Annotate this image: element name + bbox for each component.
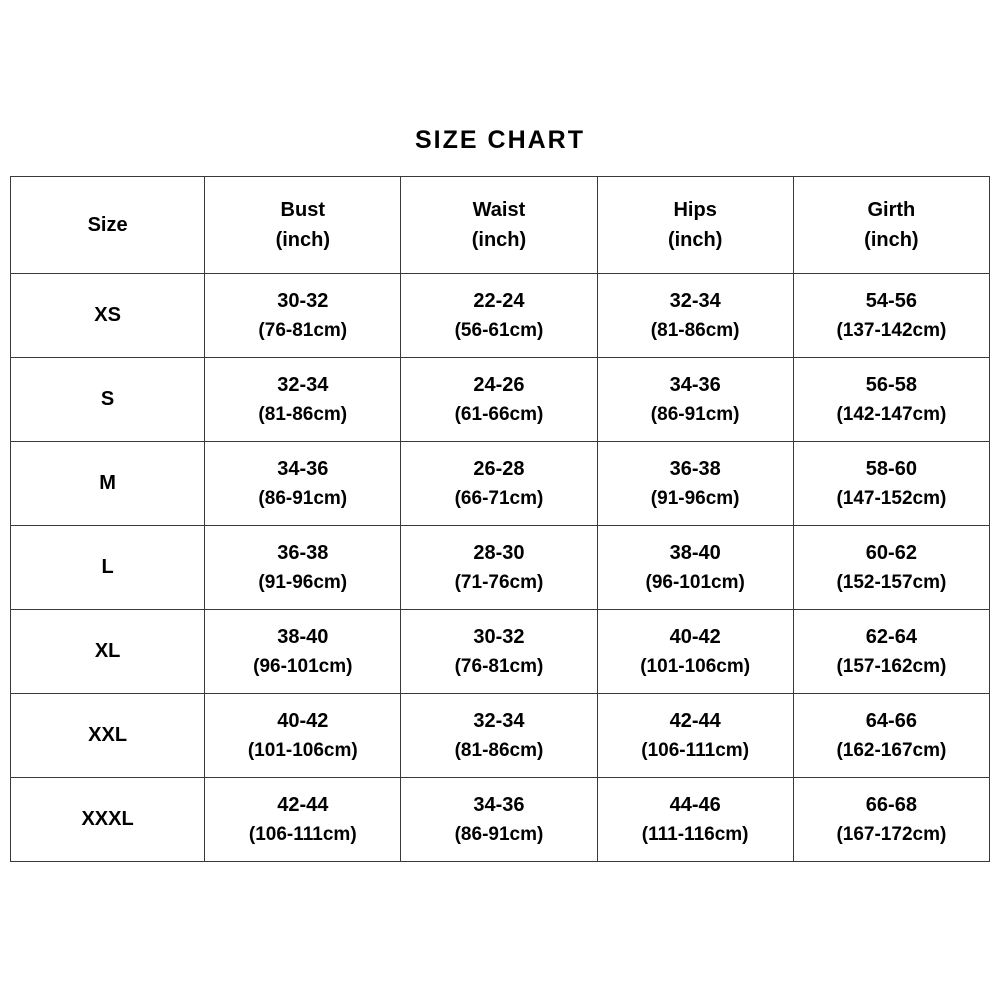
cell-hips <box>597 358 793 442</box>
cell-bust <box>205 442 401 526</box>
hips-inch-value: 32-34 <box>669 289 721 312</box>
cell-size <box>11 694 205 778</box>
bust-cm-value: (76-81cm) <box>258 319 348 341</box>
table-row <box>11 778 990 862</box>
hips-cm-value: (111-116cm) <box>641 823 749 845</box>
waist-cm-value: (81-86cm) <box>454 739 544 761</box>
bust-inch-value: 32-34 <box>277 373 329 396</box>
column-header-waist-label: Waist <box>472 199 526 221</box>
girth-inch-value: 66-68 <box>865 793 917 816</box>
waist-cm-value: (56-61cm) <box>454 319 544 341</box>
hips-inch-value: 40-42 <box>669 625 721 648</box>
hips-cm-value: (86-91cm) <box>650 403 740 425</box>
column-header-bust-unit: (inch) <box>275 229 330 251</box>
cell-size <box>11 526 205 610</box>
table-row <box>11 274 990 358</box>
bust-cm-value: (106-111cm) <box>248 823 357 845</box>
hips-cm-value: (91-96cm) <box>650 487 740 509</box>
column-header-size-label: Size <box>87 214 128 236</box>
size-value: M <box>99 472 116 494</box>
column-header-girth-label: Girth <box>867 199 916 221</box>
hips-inch-value: 36-38 <box>669 457 721 480</box>
size-chart-table-wrapper <box>10 176 990 862</box>
girth-inch-value: 60-62 <box>865 541 917 564</box>
bust-cm-value: (96-101cm) <box>253 655 353 677</box>
column-header-hips <box>597 177 793 274</box>
waist-inch-value: 24-26 <box>473 373 525 396</box>
bust-cm-value: (91-96cm) <box>258 571 348 593</box>
column-header-waist-unit: (inch) <box>471 229 527 251</box>
cell-hips <box>597 694 793 778</box>
cell-bust <box>205 526 401 610</box>
cell-hips <box>597 526 793 610</box>
bust-cm-value: (86-91cm) <box>258 487 348 509</box>
column-header-girth <box>793 177 989 274</box>
cell-waist <box>401 526 597 610</box>
waist-cm-value: (61-66cm) <box>454 403 544 425</box>
waist-cm-value: (66-71cm) <box>454 487 544 509</box>
cell-bust <box>205 274 401 358</box>
hips-cm-value: (101-106cm) <box>640 655 751 677</box>
column-header-bust-label: Bust <box>280 199 325 221</box>
cell-bust <box>205 358 401 442</box>
waist-inch-value: 26-28 <box>473 457 525 480</box>
hips-inch-value: 44-46 <box>669 793 721 816</box>
size-value: XL <box>94 640 121 662</box>
bust-cm-value: (81-86cm) <box>258 403 348 425</box>
table-row <box>11 526 990 610</box>
waist-inch-value: 22-24 <box>473 289 525 312</box>
girth-cm-value: (162-167cm) <box>836 739 947 761</box>
cell-bust <box>205 778 401 862</box>
column-header-hips-label: Hips <box>673 199 717 221</box>
hips-cm-value: (106-111cm) <box>641 739 750 761</box>
girth-cm-value: (147-152cm) <box>836 487 947 509</box>
waist-cm-value: (71-76cm) <box>454 571 544 593</box>
cell-waist <box>401 358 597 442</box>
cell-girth <box>793 610 989 694</box>
waist-inch-value: 30-32 <box>473 625 525 648</box>
girth-inch-value: 62-64 <box>865 625 917 648</box>
waist-inch-value: 34-36 <box>473 793 525 816</box>
cell-waist <box>401 778 597 862</box>
girth-cm-value: (152-157cm) <box>836 571 947 593</box>
cell-girth <box>793 274 989 358</box>
waist-inch-value: 28-30 <box>473 541 525 564</box>
cell-girth <box>793 694 989 778</box>
column-header-size <box>11 177 205 274</box>
cell-girth <box>793 358 989 442</box>
size-chart-table <box>10 176 990 862</box>
hips-inch-value: 42-44 <box>669 709 721 732</box>
girth-inch-value: 56-58 <box>865 373 917 396</box>
cell-size <box>11 778 205 862</box>
table-header-row <box>11 177 990 274</box>
bust-inch-value: 42-44 <box>277 793 329 816</box>
size-value: XXXL <box>81 808 134 830</box>
cell-bust <box>205 610 401 694</box>
girth-inch-value: 54-56 <box>865 289 917 312</box>
table-row <box>11 610 990 694</box>
waist-inch-value: 32-34 <box>473 709 525 732</box>
girth-cm-value: (142-147cm) <box>836 403 947 425</box>
cell-bust <box>205 694 401 778</box>
hips-cm-value: (96-101cm) <box>645 571 745 593</box>
hips-cm-value: (81-86cm) <box>650 319 740 341</box>
column-header-hips-unit: (inch) <box>667 229 723 251</box>
cell-size <box>11 442 205 526</box>
table-row <box>11 358 990 442</box>
table-header <box>11 177 990 274</box>
cell-size <box>11 610 205 694</box>
table-body <box>11 274 990 862</box>
girth-cm-value: (167-172cm) <box>836 823 947 845</box>
size-value: XXL <box>88 724 128 746</box>
bust-inch-value: 40-42 <box>277 709 329 732</box>
size-value: XS <box>94 304 121 326</box>
cell-hips <box>597 274 793 358</box>
cell-girth <box>793 526 989 610</box>
page-title: SIZE CHART <box>415 126 585 154</box>
bust-inch-value: 30-32 <box>277 289 329 312</box>
size-value: S <box>100 388 115 410</box>
bust-cm-value: (101-106cm) <box>247 739 358 761</box>
waist-cm-value: (86-91cm) <box>454 823 544 845</box>
bust-inch-value: 38-40 <box>277 625 329 648</box>
hips-inch-value: 34-36 <box>669 373 721 396</box>
hips-inch-value: 38-40 <box>669 541 721 564</box>
bust-inch-value: 36-38 <box>277 541 329 564</box>
cell-hips <box>597 778 793 862</box>
cell-waist <box>401 610 597 694</box>
cell-waist <box>401 694 597 778</box>
cell-waist <box>401 274 597 358</box>
girth-cm-value: (157-162cm) <box>836 655 947 677</box>
table-row <box>11 694 990 778</box>
cell-girth <box>793 778 989 862</box>
girth-cm-value: (137-142cm) <box>836 319 947 341</box>
column-header-girth-unit: (inch) <box>864 229 919 251</box>
cell-waist <box>401 442 597 526</box>
bust-inch-value: 34-36 <box>277 457 329 480</box>
column-header-bust <box>205 177 401 274</box>
girth-inch-value: 64-66 <box>865 709 917 732</box>
cell-hips <box>597 442 793 526</box>
size-value: L <box>101 556 114 578</box>
table-row <box>11 442 990 526</box>
cell-hips <box>597 610 793 694</box>
girth-inch-value: 58-60 <box>865 457 917 480</box>
waist-cm-value: (76-81cm) <box>454 655 544 677</box>
cell-size <box>11 274 205 358</box>
cell-size <box>11 358 205 442</box>
cell-girth <box>793 442 989 526</box>
column-header-waist <box>401 177 597 274</box>
